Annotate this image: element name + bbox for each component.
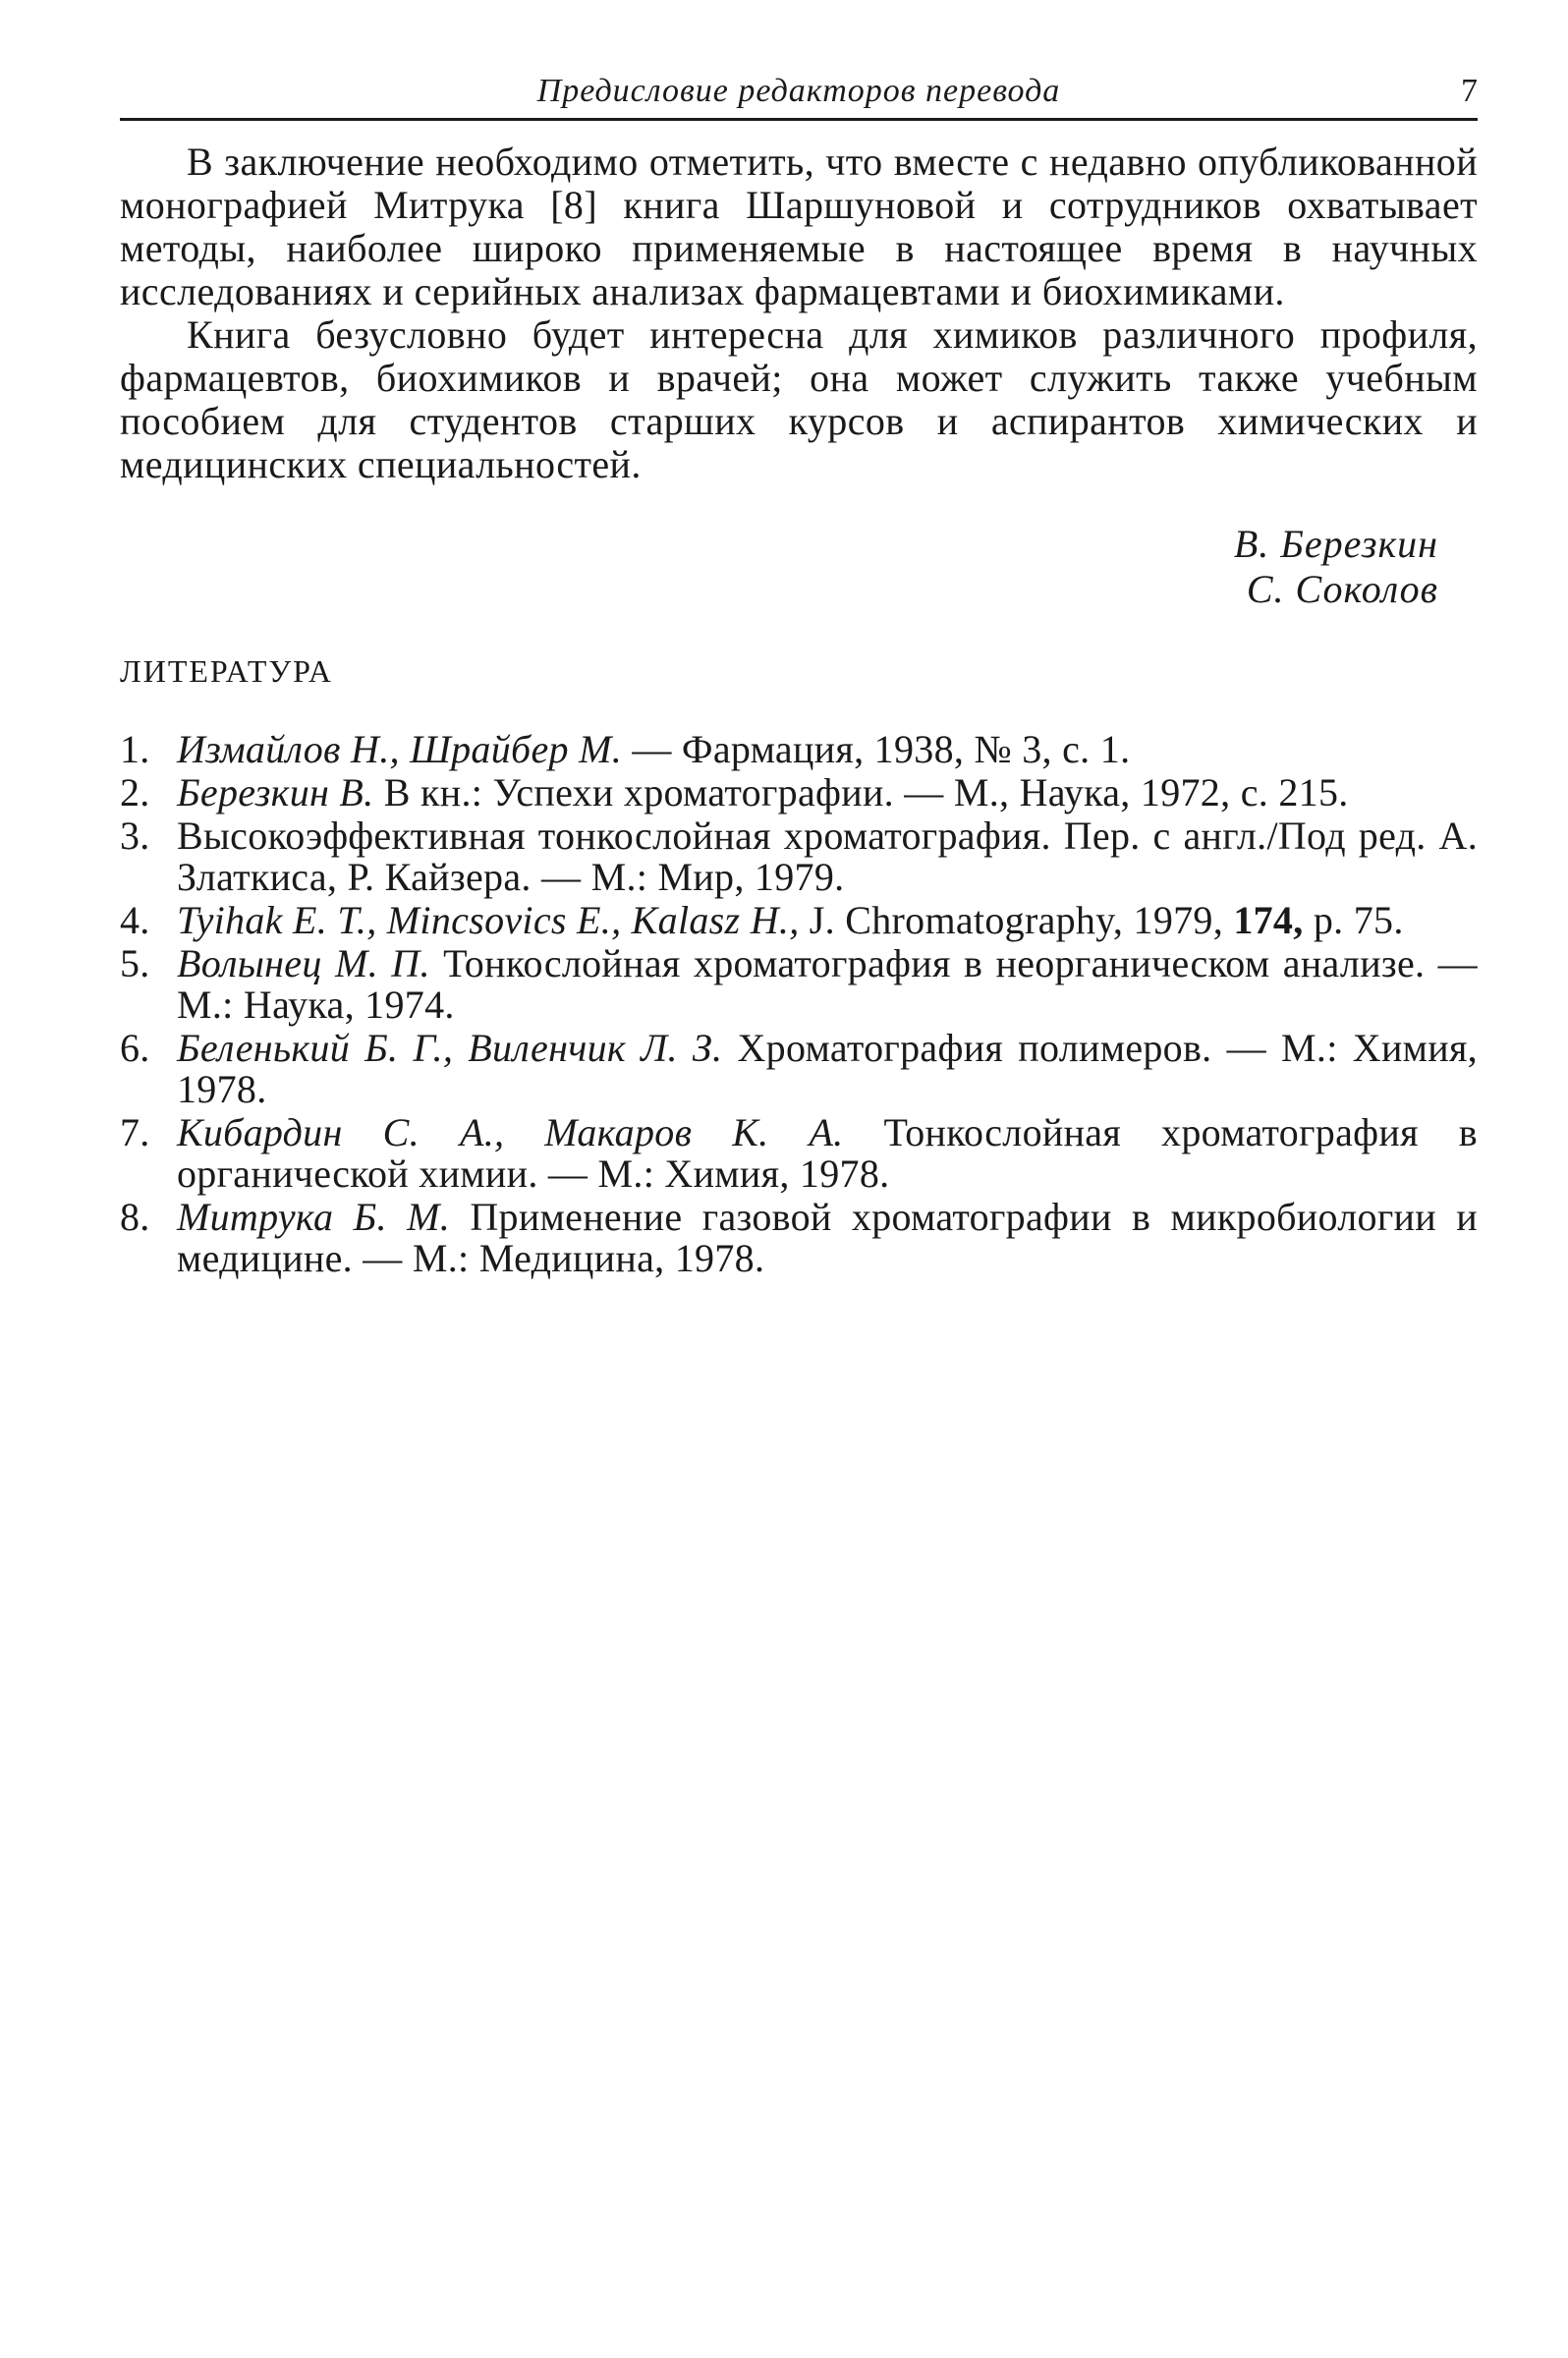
reference-text: Хроматография полимеров. — М.: Химия, 1978. <box>177 1026 1478 1111</box>
reference-item <box>120 1197 1478 1279</box>
literature-heading: ЛИТЕРАТУРА <box>120 653 333 689</box>
reference-number: 2. <box>120 770 150 814</box>
reference-pages: p. 75. <box>1303 898 1404 942</box>
running-head <box>120 69 1478 121</box>
reference-text: В кн.: Успехи хроматографии. — М., Наука, 1972, с. 215. <box>373 770 1349 814</box>
reference-item <box>120 772 1478 814</box>
paragraph-conclusion: В заключение необходимо отметить, что вместе с недавно опубликованной монографией Митрука [8] книга Шаршуновой и сотрудников охватывает методы, наиболее широко применяемые в настоящее время в научных исследованиях и серийных анализах фармацевтами и биохимиками. <box>120 140 1478 313</box>
reference-item <box>120 943 1478 1026</box>
reference-text: Высокоэффективная тонкослойная хроматография. Пер. с англ./Под ред. А. Златкиса, Р. Кайзера. — М.: Мир, 1979. <box>177 814 1478 899</box>
reference-authors: Измайлов Н., Шрайбер М. <box>177 727 623 771</box>
reference-authors: Беленький Б. Г., Виленчик Л. З. <box>177 1026 723 1070</box>
paragraph-audience: Книга безусловно будет интересна для химиков различного профиля, фармацевтов, биохимиков и врачей; она может служить также учебным пособием для студентов старших курсов и аспирантов химических и медицинских специальностей. <box>120 312 1478 486</box>
running-title: Предисловие редакторов перевода <box>536 73 1061 109</box>
reference-text: Тонкослойная хроматография в органической химии. — М.: Химия, 1978. <box>177 1110 1478 1196</box>
reference-number: 7. <box>120 1110 150 1154</box>
book-page <box>120 69 1478 1281</box>
signature-berezkin: В. Березкин <box>1233 522 1438 566</box>
reference-item <box>120 1028 1478 1110</box>
reference-number: 3. <box>120 814 150 858</box>
reference-item <box>120 900 1478 941</box>
reference-text: Применение газовой хроматографии в микробиологии и медицине. — М.: Медицина, 1978. <box>177 1195 1478 1280</box>
reference-volume: 174, <box>1233 898 1304 942</box>
page-number: 7 <box>1461 73 1478 109</box>
reference-number: 8. <box>120 1195 150 1239</box>
reference-number: 6. <box>120 1026 150 1070</box>
reference-text: — Фармация, 1938, № 3, с. 1. <box>622 727 1131 771</box>
reference-item <box>120 815 1478 898</box>
reference-authors: Волынец М. П. <box>177 941 430 985</box>
reference-number: 5. <box>120 941 150 985</box>
reference-authors: Tyihak E. T., Mincsovics E., Kalasz H., <box>177 898 800 942</box>
reference-authors: Митрука Б. М. <box>177 1195 451 1239</box>
preface-body <box>120 140 1478 486</box>
reference-authors: Кибардин С. А., Макаров К. А. <box>177 1110 844 1154</box>
reference-text: Тонкослойная хроматография в неорганическом анализе. — М.: Наука, 1974. <box>177 941 1478 1027</box>
reference-item <box>120 1112 1478 1195</box>
reference-list <box>120 729 1478 1279</box>
editor-signatures <box>120 522 1478 612</box>
signature-sokolov: С. Соколов <box>1246 567 1438 611</box>
reference-item <box>120 729 1478 770</box>
reference-text: J. Chromatography, 1979, <box>799 898 1234 942</box>
reference-number: 1. <box>120 727 150 771</box>
reference-authors: Березкин В. <box>177 770 374 814</box>
reference-number: 4. <box>120 898 150 942</box>
